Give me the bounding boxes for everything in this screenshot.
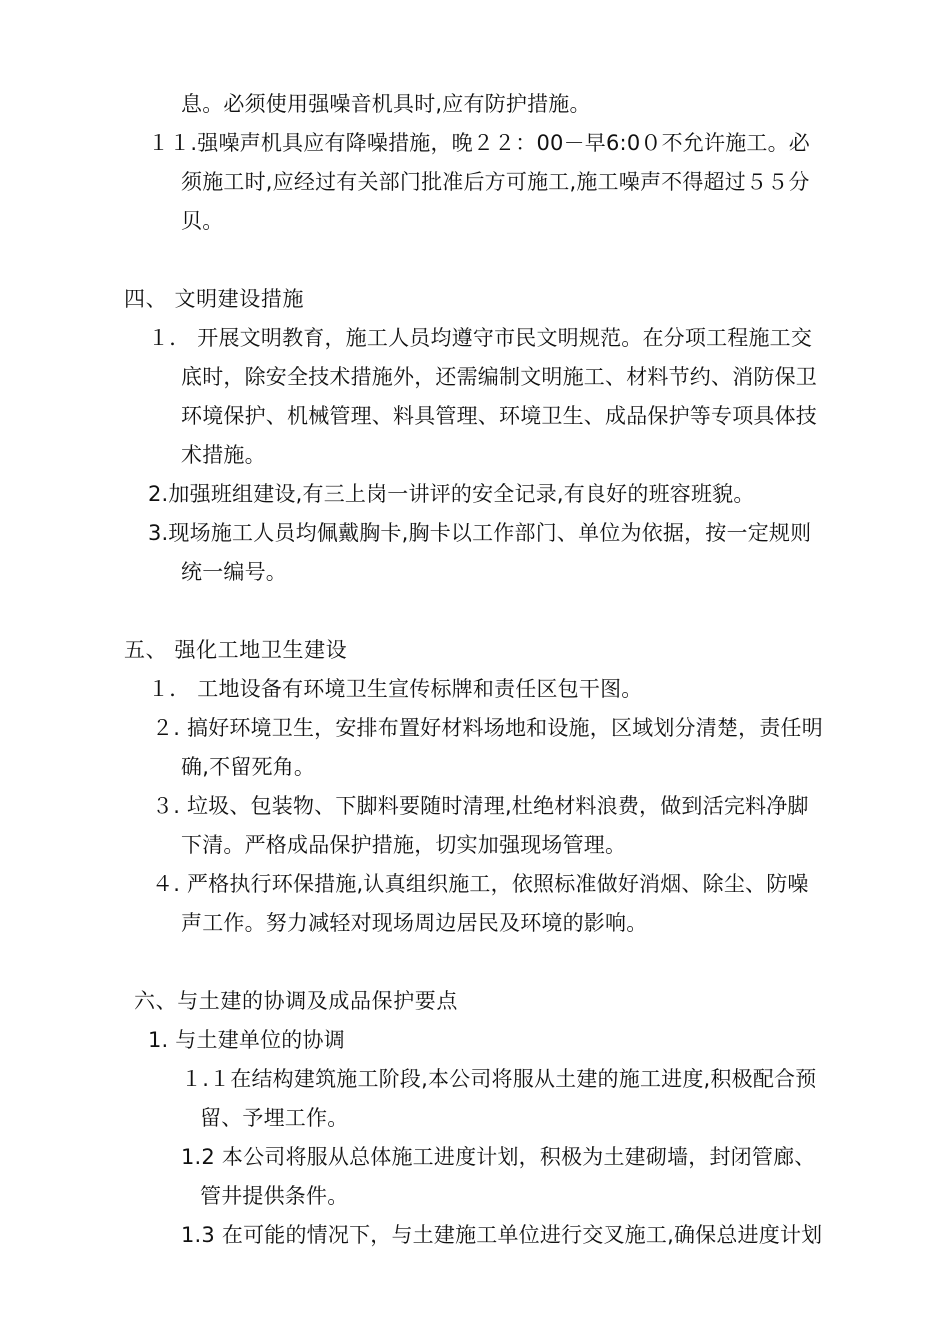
- text-line: １． 开展文明教育，施工人员均遵守市民文明规范。在分项工程施工交: [148, 326, 813, 350]
- text-line: 须施工时,应经过有关部门批准后方可施工,施工噪声不得超过５５分: [181, 170, 810, 194]
- text-line: １． 工地设备有环境卫生宣传标牌和责任区包干图。: [148, 677, 643, 701]
- text-line: 1.3 在可能的情况下，与土建施工单位进行交叉施工,确保总进度计划: [181, 1223, 823, 1247]
- text-line: 管井提供条件。: [200, 1184, 349, 1208]
- text-line: １１.强噪声机具应有降噪措施，晚２２：00－早6:0０不允许施工。必: [148, 131, 810, 155]
- text-line: ４. 严格执行环保措施,认真组织施工，依照标准做好消烟、除尘、防噪: [152, 872, 809, 896]
- text-line: 底时，除安全技术措施外，还需编制文明施工、材料节约、消防保卫: [181, 365, 817, 389]
- text-line: 确,不留死角。: [181, 755, 316, 779]
- text-line: 下清。严格成品保护措施，切实加强现场管理。: [181, 833, 627, 857]
- text-line: 环境保护、机械管理、料具管理、环境卫生、成品保护等专项具体技: [181, 404, 817, 428]
- text-line: ２. 搞好环境卫生，安排布置好材料场地和设施，区域划分清楚，责任明: [152, 716, 823, 740]
- text-line: 1. 与土建单位的协调: [148, 1028, 345, 1052]
- text-line: 统一编号。: [181, 560, 287, 584]
- text-line: 1.2 本公司将服从总体施工进度计划，积极为土建砌墙，封闭管廊、: [181, 1145, 816, 1169]
- text-line: 2.加强班组建设,有三上岗一讲评的安全记录,有良好的班容班貌。: [148, 482, 755, 506]
- text-line: 留、予埋工作。: [200, 1106, 349, 1130]
- section-heading-6: 六、与土建的协调及成品保护要点: [134, 989, 458, 1013]
- text-line: ３. 垃圾、包装物、下脚料要随时清理,杜绝材料浪费，做到活完料净脚: [152, 794, 809, 818]
- text-line: 息。必须使用强噪音机具时,应有防护措施。: [181, 92, 591, 116]
- text-line: 3.现场施工人员均佩戴胸卡,胸卡以工作部门、单位为依据，按一定规则: [148, 521, 812, 545]
- text-line: 声工作。努力减轻对现场周边居民及环境的影响。: [181, 911, 648, 935]
- text-line: 贝。: [181, 209, 224, 233]
- text-line: 术措施。: [181, 443, 266, 467]
- section-heading-5: 五、 强化工地卫生建设: [124, 638, 348, 662]
- text-line: １.１在结构建筑施工阶段,本公司将服从土建的施工进度,积极配合预: [181, 1067, 817, 1091]
- section-heading-4: 四、 文明建设措施: [124, 287, 305, 311]
